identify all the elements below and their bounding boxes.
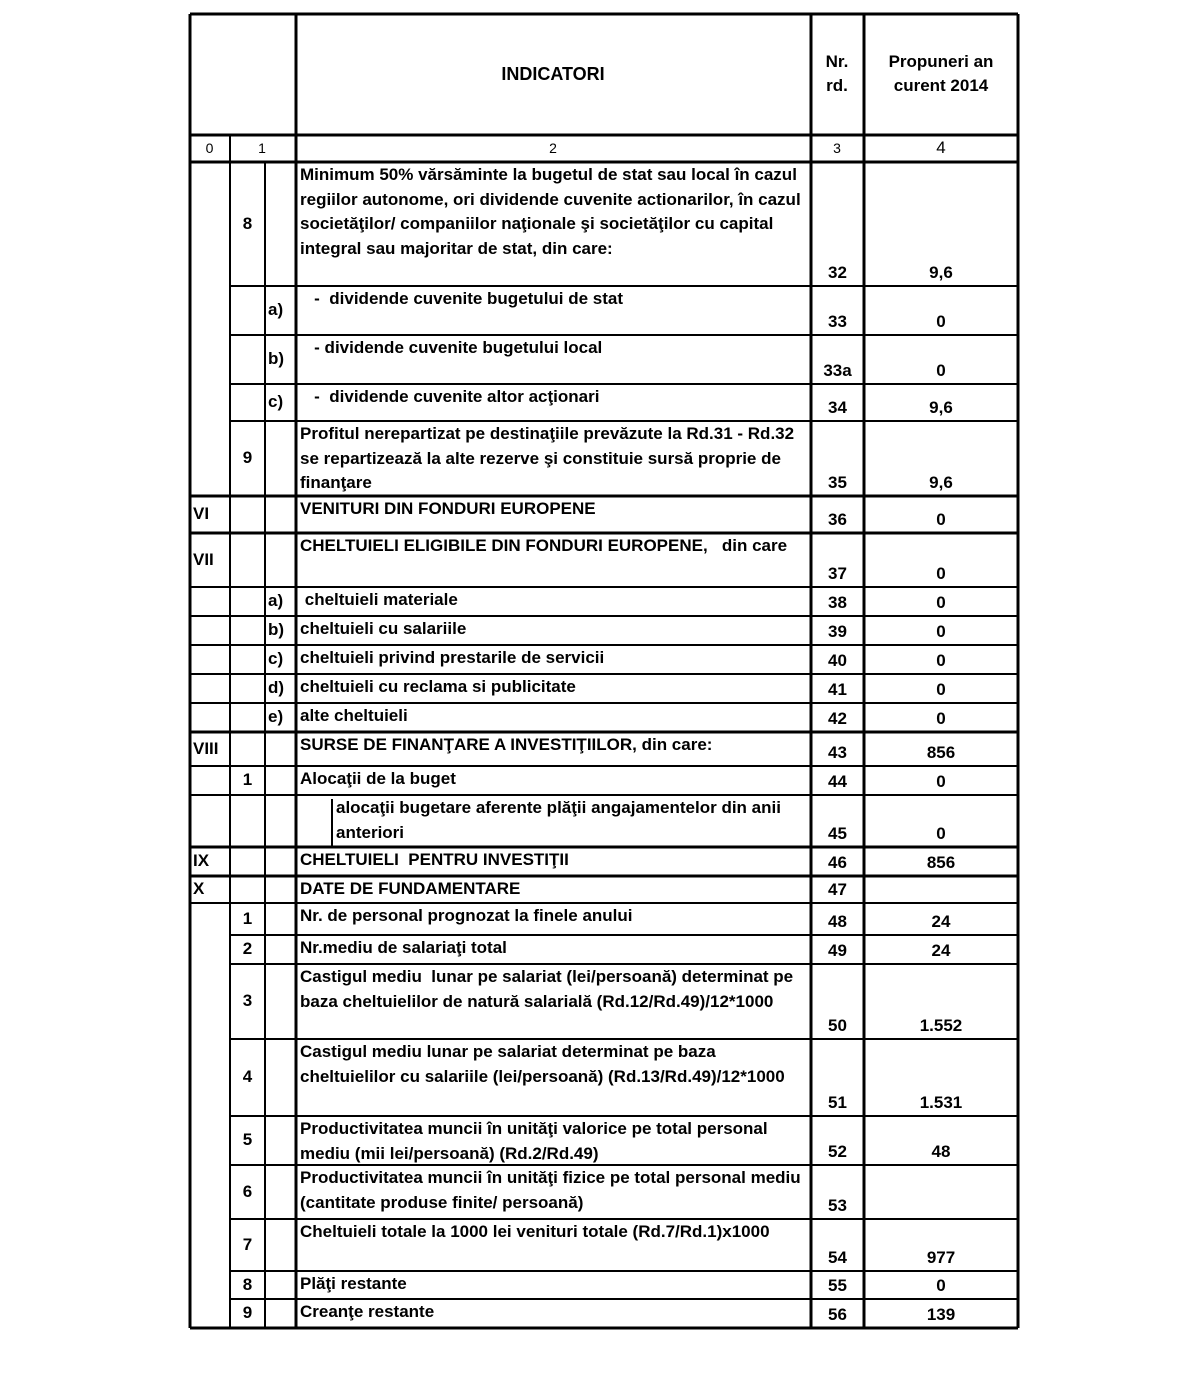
- value-cell: 0: [936, 771, 946, 791]
- indicator-text: VENITURI DIN FONDURI EUROPENE: [300, 499, 596, 518]
- row-nr: 52: [828, 1141, 847, 1161]
- value-cell: 0: [936, 563, 946, 583]
- indicator-text: Castigul mediu lunar pe salariat determinat pe baza cheltuielilor cu salariile (lei/persoană) (Rd.13/Rd.49)/12*1000: [300, 1042, 785, 1086]
- value-cell: 9,6: [929, 472, 953, 492]
- row-nr: 47: [828, 879, 847, 899]
- indicator-text: Creanţe restante: [300, 1302, 435, 1321]
- header-propuneri: Propuneri an curent 2014: [888, 51, 994, 95]
- row-letter: b): [268, 349, 285, 369]
- indicator-text: SURSE DE FINANŢARE A INVESTIŢIILOR, din care:: [300, 735, 713, 754]
- roman-numeral: X: [193, 879, 205, 899]
- value-cell: 0: [936, 621, 946, 641]
- row-number: 3: [242, 991, 253, 1011]
- row-nr: 49: [828, 940, 847, 960]
- row-nr: 55: [828, 1275, 847, 1295]
- row-letter: c): [268, 649, 284, 669]
- value-cell: 0: [936, 360, 946, 380]
- value-cell: 24: [931, 911, 951, 931]
- row-number: 6: [242, 1181, 253, 1201]
- row-number: 8: [242, 213, 253, 233]
- row-letter: c): [268, 392, 284, 412]
- row-nr: 34: [828, 397, 847, 417]
- row-number: 2: [242, 939, 253, 959]
- indicator-text: Nr. de personal prognozat la finele anului: [300, 906, 633, 925]
- row-nr: 38: [828, 592, 847, 612]
- indicator-text: alocaţii bugetare aferente plăţii angajamentelor din anii anteriori: [336, 798, 786, 842]
- row-nr: 45: [828, 823, 847, 843]
- value-cell: 1.552: [919, 1015, 963, 1035]
- row-number: 1: [242, 770, 253, 790]
- row-letter: b): [268, 620, 285, 640]
- value-cell: 0: [936, 592, 946, 612]
- value-cell: 9,6: [929, 397, 953, 417]
- row-number: 4: [242, 1067, 253, 1087]
- header-nr-rd: Nr. rd.: [825, 51, 849, 95]
- roman-numeral: VIII: [193, 738, 219, 758]
- row-nr: 43: [828, 742, 847, 762]
- row-nr: 50: [828, 1015, 847, 1035]
- indicator-text: Minimum 50% vărsăminte la bugetul de stat sau local în cazul regiilor autonome, ori dividende cuvenite actionarilor, în cazul societăţilor/ companiilor naţionale şi societăţilor cu capital integral sau majoritar de stat, din care:: [300, 165, 806, 258]
- indicator-text: - dividende cuvenite bugetului de stat: [300, 289, 624, 308]
- roman-numeral: IX: [193, 851, 210, 871]
- row-number: 7: [242, 1234, 253, 1254]
- row-letter: e): [268, 707, 284, 727]
- value-cell: 0: [936, 509, 946, 529]
- value-cell: 0: [936, 823, 946, 843]
- row-nr: 53: [828, 1195, 847, 1215]
- indicator-text: - dividende cuvenite altor acţionari: [300, 387, 600, 406]
- row-number: 1: [242, 908, 253, 928]
- row-nr: 33: [828, 311, 847, 331]
- indicator-text: Productivitatea muncii în unităţi valorice pe total personal mediu (mii lei/persoană) (Rd.2/Rd.49): [300, 1119, 773, 1163]
- row-nr: 46: [828, 852, 847, 872]
- row-letter: d): [268, 678, 285, 698]
- row-nr: 48: [828, 911, 847, 931]
- colnum-0: 0: [205, 139, 214, 156]
- value-cell: 9,6: [929, 262, 953, 282]
- row-nr: 56: [828, 1304, 847, 1324]
- indicator-text: Castigul mediu lunar pe salariat (lei/persoană) determinat pe baza cheltuielilor de natură salarială (Rd.12/Rd.49)/12*1000: [300, 967, 798, 1011]
- value-cell: 0: [936, 311, 946, 331]
- indicator-text: - dividende cuvenite bugetului local: [300, 338, 603, 357]
- value-cell: 0: [936, 708, 946, 728]
- row-nr: 44: [828, 771, 847, 791]
- row-letter: a): [268, 591, 284, 611]
- indicator-text: cheltuieli privind prestarile de servicii: [300, 648, 605, 667]
- indicator-text: cheltuieli materiale: [300, 590, 458, 609]
- roman-numeral: VI: [193, 504, 210, 524]
- value-cell: 139: [926, 1304, 956, 1324]
- row-nr: 32: [828, 262, 847, 282]
- value-cell: 1.531: [919, 1092, 963, 1112]
- indicator-text: Nr.mediu de salariaţi total: [300, 938, 507, 957]
- indicator-text: DATE DE FUNDAMENTARE: [300, 879, 521, 898]
- row-number: 9: [242, 448, 253, 468]
- indicator-text: Cheltuieli totale la 1000 lei venituri totale (Rd.7/Rd.1)x1000: [300, 1222, 770, 1241]
- row-nr: 40: [828, 650, 847, 670]
- roman-numeral: VII: [193, 549, 214, 569]
- row-number: 8: [242, 1274, 253, 1294]
- value-cell: 24: [931, 940, 951, 960]
- indicator-text: Plăţi restante: [300, 1274, 407, 1293]
- value-cell: 0: [936, 650, 946, 670]
- indicator-text: CHELTUIELI ELIGIBILE DIN FONDURI EUROPENE, din care: [300, 536, 788, 555]
- value-cell: 48: [931, 1141, 951, 1161]
- row-nr: 41: [828, 679, 847, 699]
- indicator-text: Alocaţii de la buget: [300, 769, 456, 788]
- row-nr: 39: [828, 621, 847, 641]
- row-number: 9: [242, 1303, 253, 1323]
- row-nr: 54: [828, 1247, 847, 1267]
- row-nr: 36: [828, 509, 847, 529]
- row-nr: 35: [828, 472, 847, 492]
- colnum-1: 1: [258, 139, 266, 156]
- indicator-text: Productivitatea muncii în unităţi fizice pe total personal mediu (cantitate produse finite/ persoană): [300, 1168, 806, 1212]
- value-cell: 0: [936, 679, 946, 699]
- value-cell: 0: [936, 1275, 946, 1295]
- header-indicatori: INDICATORI: [501, 63, 605, 84]
- indicator-text: CHELTUIELI PENTRU INVESTIŢII: [300, 850, 569, 869]
- row-number: 5: [242, 1130, 253, 1150]
- value-cell: 856: [926, 852, 956, 872]
- value-cell: [864, 1165, 1018, 1219]
- indicator-text: cheltuieli cu reclama si publicitate: [300, 677, 576, 696]
- row-letter: a): [268, 300, 284, 320]
- value-cell: 977: [926, 1247, 956, 1267]
- indicator-text: cheltuieli cu salariile: [300, 619, 467, 638]
- indicator-text: alte cheltuieli: [300, 706, 408, 725]
- value-cell: 856: [926, 742, 956, 762]
- row-nr: 51: [828, 1092, 847, 1112]
- row-nr: 37: [828, 563, 847, 583]
- row-nr: 42: [828, 708, 847, 728]
- colnum-3: 3: [833, 139, 841, 156]
- colnum-2: 2: [549, 139, 557, 156]
- value-cell: [864, 876, 1018, 903]
- colnum-4: 4: [936, 137, 946, 157]
- indicator-text: Profitul nerepartizat pe destinaţiile prevăzute la Rd.31 - Rd.32 se repartizează la alte rezerve şi constituie sursă proprie de finanţare: [300, 424, 799, 492]
- row-nr: 33a: [823, 360, 852, 380]
